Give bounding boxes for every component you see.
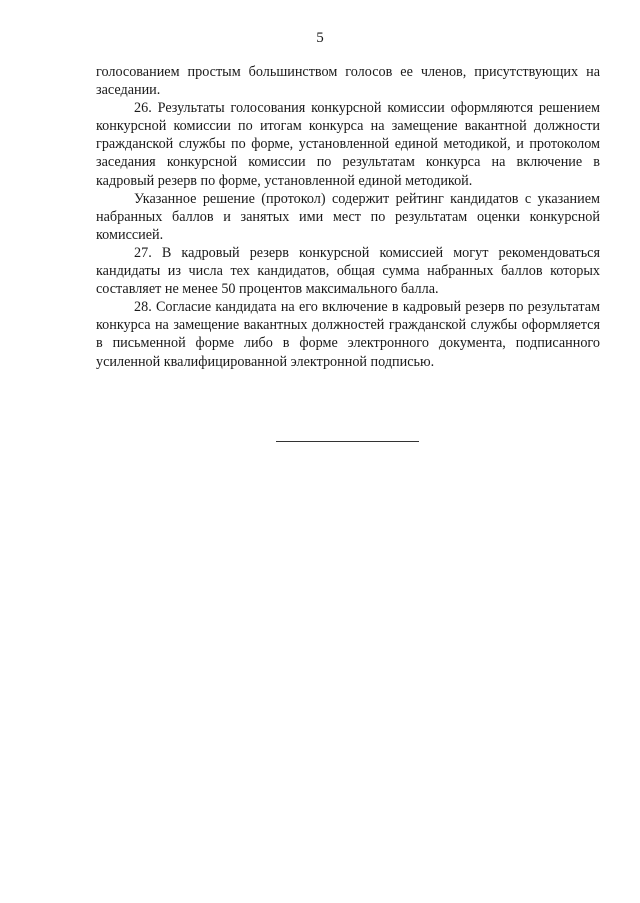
end-separator-line — [276, 441, 419, 442]
page-number: 5 — [316, 30, 324, 46]
paragraph-28: 28. Согласие кандидата на его включение в кадровый резерв по результатам конкурса на замещение вакантных должностей гражданской службы оформляется в письменной форме либо в форме электронного документа, подписанного усиленной квалифицированной электронной подписью. — [96, 299, 600, 370]
paragraph-26: 26. Результаты голосования конкурсной комиссии оформляются решением конкурсной комиссии по итогам конкурса на замещение вакантной должности гражданской службы по форме, установленной единой методикой, и протоколом заседания конкурсной комиссии по результатам конкурса на включение в кадровый резерв по форме, установленной единой методикой. — [96, 100, 600, 189]
paragraph-26-note: Указанное решение (протокол) содержит рейтинг кандидатов с указанием набранных баллов и занятых ими мест по результатам оценки конкурсной комиссией. — [96, 190, 600, 243]
document-body — [96, 63, 600, 371]
paragraph-27: 27. В кадровый резерв конкурсной комиссией могут рекомендоваться кандидаты из числа тех кандидатов, общая сумма набранных баллов которых составляет не менее 50 процентов максимального балла. — [96, 244, 600, 298]
paragraph-continuation: голосованием простым большинством голосов ее членов, присутствующих на заседании. — [96, 64, 600, 99]
